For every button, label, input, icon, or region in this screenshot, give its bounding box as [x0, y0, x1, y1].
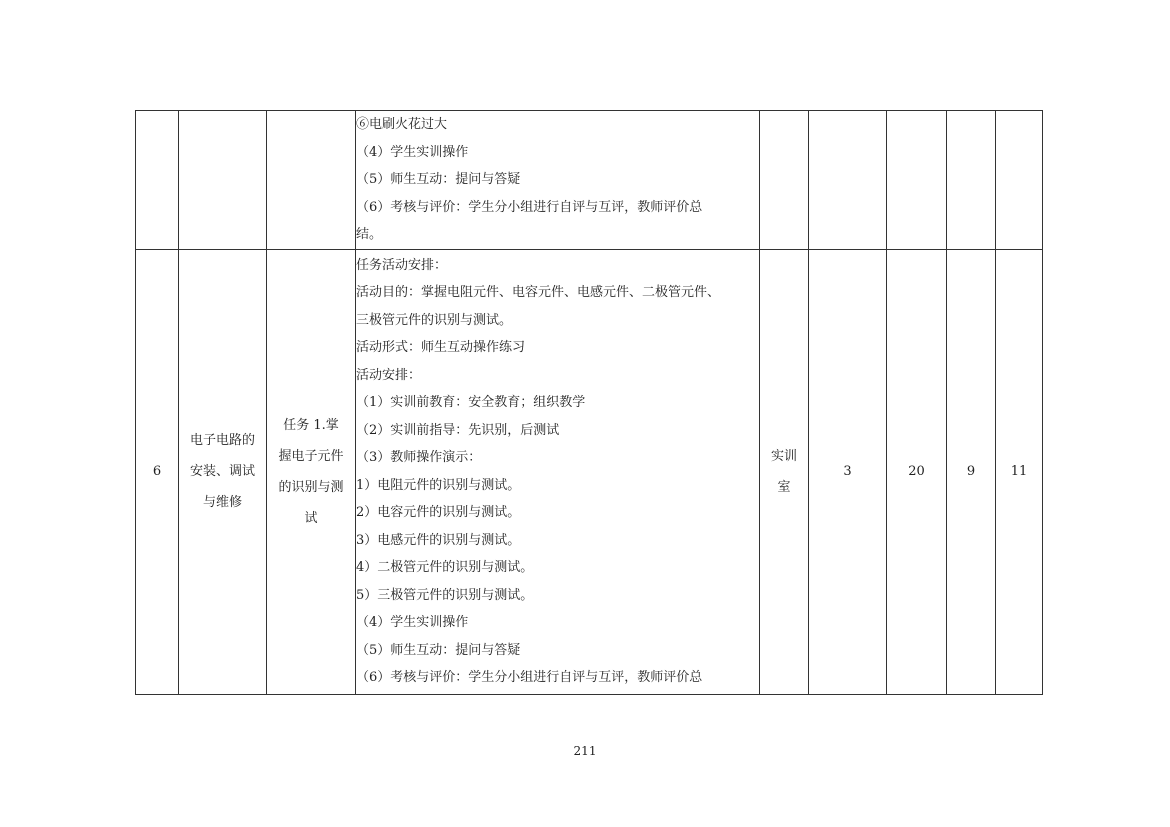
cell-number: 6: [136, 249, 179, 694]
content-line: （3）教师操作演示：: [356, 450, 482, 465]
cell-project: [179, 111, 267, 250]
location-line: 室: [777, 479, 791, 495]
cell-project: [179, 249, 267, 694]
content-line: 5）三极管元件的识别与测试。: [356, 587, 534, 603]
cell-col7: 9: [947, 249, 996, 694]
cell-col8: [996, 111, 1043, 250]
content-line: 1）电阻元件的识别与测试。: [356, 477, 521, 493]
task-line: 握电子元件: [278, 448, 344, 464]
content-line: 三极管元件的识别与测试。: [356, 312, 513, 328]
project-line: 安装、调试: [189, 464, 255, 479]
cell-number: [136, 111, 179, 250]
project-line: 与维修: [202, 495, 242, 510]
table-row: [136, 249, 1043, 694]
cell-col7: [947, 111, 996, 250]
cell-col6: [887, 111, 947, 250]
content-line: （2）实训前指导：先识别，后测试: [356, 422, 560, 438]
cell-location: [760, 111, 809, 250]
location-line: 实训: [770, 448, 797, 464]
content-line: 活动目的：掌握电阻元件、电容元件、电感元件、二极管元件、: [356, 285, 721, 300]
cell-task: [267, 249, 356, 694]
cell-content: [356, 111, 760, 250]
content-line: （6）考核与评价：学生分小组进行自评与互评，教师评价总: [356, 670, 703, 685]
task-line: 的识别与测: [278, 479, 344, 495]
task-line: 试: [304, 510, 318, 526]
content-line: （1）实训前教育：安全教育；组织教学: [356, 395, 586, 410]
content-line: ⑥电刷火花过大: [356, 117, 448, 132]
cell-col5: 3: [809, 249, 887, 694]
cell-task: [267, 111, 356, 250]
content-line: 活动安排：: [356, 367, 422, 383]
content-line: 4）二极管元件的识别与测试。: [356, 560, 534, 575]
cell-col5: [809, 111, 887, 250]
page-number: 211: [573, 744, 597, 758]
curriculum-table: [135, 110, 1043, 695]
project-line: 电子电路的: [189, 433, 255, 448]
cell-col6: 20: [887, 249, 947, 694]
content-line: 活动形式：师生互动操作练习: [356, 340, 526, 355]
content-line: 3）电感元件的识别与测试。: [356, 532, 521, 548]
content-line: （5）师生互动：提问与答疑: [356, 172, 521, 187]
content-line: （6）考核与评价：学生分小组进行自评与互评，教师评价总: [356, 199, 703, 215]
cell-content: [356, 249, 760, 694]
content-line: （5）师生互动：提问与答疑: [356, 642, 521, 658]
cell-col8: 11: [996, 249, 1043, 694]
content-line: 任务活动安排：: [356, 257, 448, 273]
cell-location: [760, 249, 809, 694]
content-line: （4）学生实训操作: [356, 615, 469, 630]
content-line: （4）学生实训操作: [356, 144, 469, 160]
content-line: 2）电容元件的识别与测试。: [356, 505, 521, 520]
table-row: [136, 111, 1043, 250]
content-line: 结。: [356, 227, 383, 242]
task-line: 任务 1.掌: [283, 417, 339, 433]
